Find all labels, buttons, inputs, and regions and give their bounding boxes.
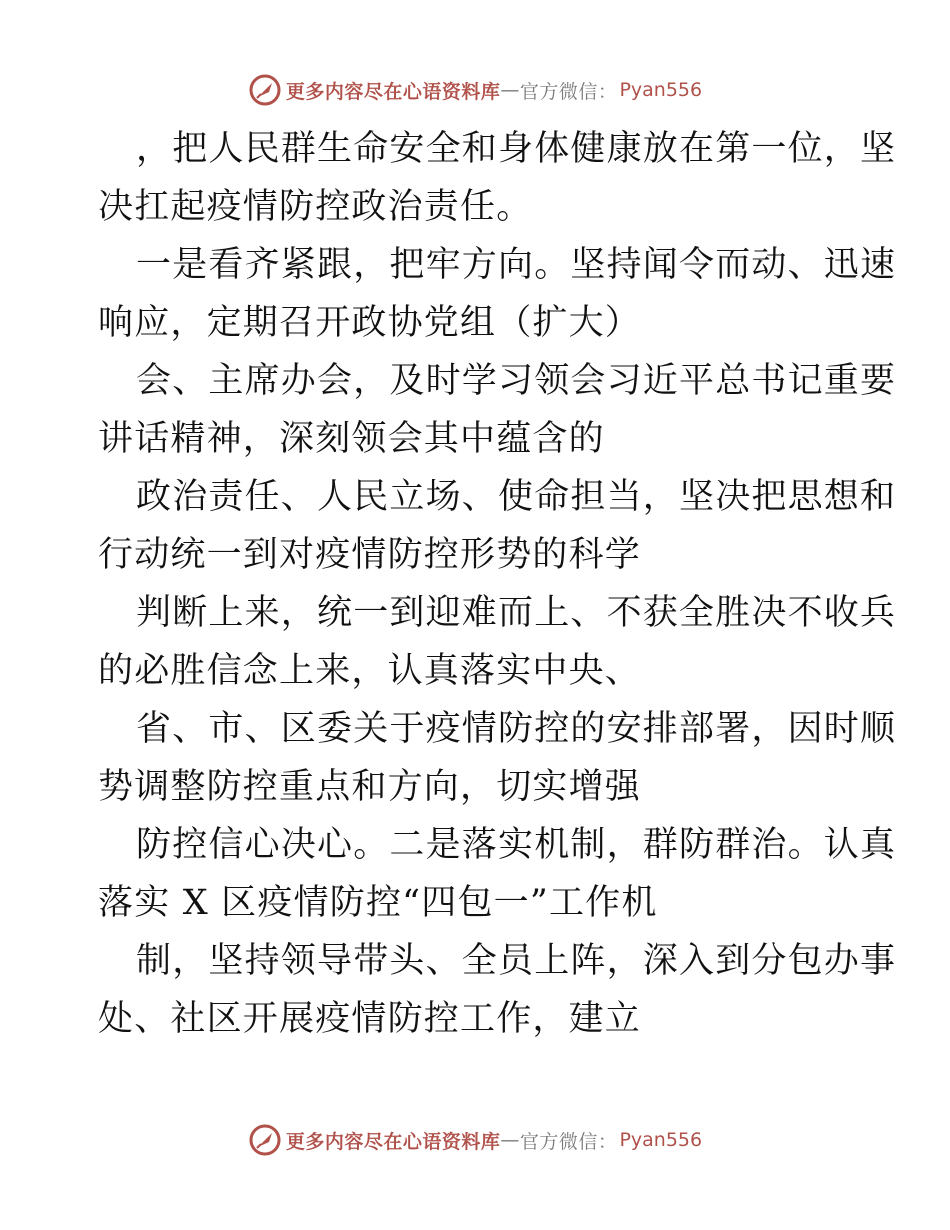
text-line: 会、主席办会，及时学习领会习近平总书记重要 (136, 361, 897, 401)
watermark-label: 官方微信： (519, 80, 618, 103)
header-watermark (0, 70, 950, 110)
text-line: 省、市、区委关于疫情防控的安排部署，因时顺 (136, 709, 897, 749)
watermark-label: 官方微信： (519, 1130, 618, 1153)
text-line: ，把人民群生命安全和身体健康放在第一位，坚 (136, 129, 897, 169)
text-line: 响应，定期召开政协党组（扩大） (98, 303, 642, 343)
feather-logo-icon (248, 73, 282, 107)
text-line: 处、社区开展疫情防控工作，建立 (98, 999, 642, 1039)
document-body (98, 120, 897, 1048)
text-line: 制，坚持领导带头、全员上阵，深入到分包办事 (136, 941, 897, 981)
text-line: 一是看齐紧跟，把牢方向。坚持闻令而动、迅速 (136, 245, 897, 285)
watermark-brand: 更多内容尽在心语资料库 (285, 1130, 501, 1153)
watermark-account: Pyan556 (619, 79, 703, 101)
text-line: 政治责任、人民立场、使命担当，坚决把思想和 (136, 477, 897, 517)
text-line: 防控信心决心。二是落实机制，群防群治。认真 (136, 825, 897, 865)
text-line: 判断上来，统一到迎难而上、不获全胜决不收兵 (136, 593, 897, 633)
footer-watermark (0, 1120, 950, 1160)
text-line: 行动统一到对疫情防控形势的科学 (98, 535, 642, 575)
text-line: 的必胜信念上来，认真落实中央、 (98, 651, 642, 691)
text-line: 决扛起疫情防控政治责任。 (98, 187, 533, 227)
text-line: 势调整防控重点和方向，切实增强 (98, 767, 642, 807)
watermark-dash: — (500, 1129, 520, 1151)
text-line: 落实 X 区疫情防控“四包一”工作机 (98, 883, 658, 923)
text-line: 讲话精神，深刻领会其中蕴含的 (98, 419, 605, 459)
watermark-account: Pyan556 (619, 1129, 703, 1151)
feather-logo-icon (248, 1123, 282, 1157)
watermark-dash: — (500, 79, 520, 101)
watermark-brand: 更多内容尽在心语资料库 (285, 80, 501, 103)
